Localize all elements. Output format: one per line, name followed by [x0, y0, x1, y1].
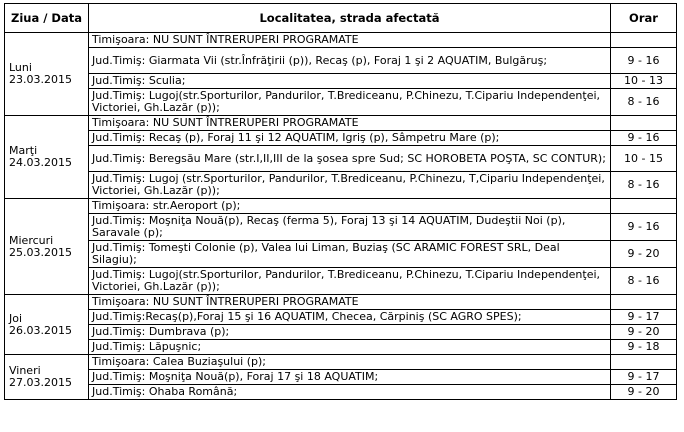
table-row: [5, 295, 677, 310]
time-cell: [611, 295, 677, 310]
table-row: [5, 146, 677, 172]
outage-schedule-table: [4, 3, 677, 400]
day-cell: [5, 355, 89, 400]
day-date: 26.03.2015: [9, 323, 72, 337]
day-name: Miercuri: [9, 233, 54, 247]
location-cell: Jud.Timiş: Moşniţa Nouă(p), Recaş (ferma 5), Foraj 13 şi 14 AQUATIM, Dudeştii Noi (p), Saravale (p);: [89, 214, 611, 241]
table-row: [5, 89, 677, 116]
day-name: Joi: [9, 311, 23, 325]
header-location: Localitatea, strada afectată: [89, 4, 611, 33]
day-group-wednesday: [5, 199, 677, 295]
day-name: Marţi: [9, 144, 38, 157]
time-cell: 10 - 15: [611, 146, 677, 172]
day-group-thursday: [5, 295, 677, 355]
header-row: [5, 4, 677, 33]
day-cell: [5, 295, 89, 355]
time-cell: 9 - 20: [611, 325, 677, 340]
table-row: [5, 214, 677, 241]
time-cell: [611, 199, 677, 214]
location-cell: Timişoara: Calea Buziaşului (p);: [89, 355, 611, 370]
day-cell: [5, 116, 89, 199]
table-row: [5, 199, 677, 214]
table-row: [5, 325, 677, 340]
time-cell: [611, 355, 677, 370]
time-cell: 9 - 17: [611, 370, 677, 385]
day-name: Luni: [9, 61, 32, 74]
day-name: Vineri: [9, 364, 41, 377]
table-row: [5, 241, 677, 268]
table-row: [5, 268, 677, 295]
day-group-friday: [5, 355, 677, 400]
location-cell: Timişoara: NU SUNT ÎNTRERUPERI PROGRAMATE: [89, 116, 611, 131]
time-cell: 9 - 16: [611, 48, 677, 74]
time-cell: 9 - 18: [611, 340, 677, 355]
location-cell: Jud.Timiş: Moşniţa Nouă(p), Foraj 17 şi 18 AQUATIM;: [89, 370, 611, 385]
table-row: [5, 370, 677, 385]
header-day: Ziua / Data: [5, 4, 89, 33]
table-row: [5, 48, 677, 74]
location-cell: Timişoara: str.Aeroport (p);: [89, 199, 611, 214]
location-cell: Jud.Timiş: Lugoj (str.Sporturilor, Pandurilor, T.Brediceanu, P.Chinezu, T,Cipariu Independenţei, Victoriei, Gh.Lazăr (p));: [89, 172, 611, 199]
time-cell: 8 - 16: [611, 89, 677, 116]
location-cell: Jud.Timiş: Giarmata Vii (str.Înfrăţirii (p)), Recaş (p), Foraj 1 şi 2 AQUATIM, Bulgăruş;: [89, 48, 611, 74]
location-cell: Jud.Timiş: Beregsău Mare (str.I,II,III de la şosea spre Sud; SC HOROBETA POŞTA, SC CONTUR);: [89, 146, 611, 172]
location-cell: Jud.Timiş: Dumbrava (p);: [89, 325, 611, 340]
day-date: 25.03.2015: [9, 245, 72, 259]
day-group-tuesday: [5, 116, 677, 199]
time-cell: 9 - 16: [611, 214, 677, 241]
table-row: [5, 172, 677, 199]
day-cell: [5, 199, 89, 295]
time-cell: [611, 33, 677, 48]
time-cell: 9 - 16: [611, 131, 677, 146]
location-cell: Jud.Timiş: Lăpuşnic;: [89, 340, 611, 355]
time-cell: 9 - 17: [611, 310, 677, 325]
table-row: [5, 116, 677, 131]
table-row: [5, 385, 677, 400]
table-row: [5, 355, 677, 370]
location-cell: Jud.Timiş: Ohaba Română;: [89, 385, 611, 400]
location-cell: Jud.Timiş: Recaş (p), Foraj 11 şi 12 AQUATIM, Igriş (p), Sâmpetru Mare (p);: [89, 131, 611, 146]
time-cell: 10 - 13: [611, 74, 677, 89]
table-row: [5, 33, 677, 48]
table-row: [5, 310, 677, 325]
location-cell: Timişoara: NU SUNT ÎNTRERUPERI PROGRAMATE: [89, 295, 611, 310]
header-time: Orar: [611, 4, 677, 33]
day-cell: [5, 33, 89, 116]
day-date: 27.03.2015: [9, 376, 72, 389]
day-group-monday: [5, 33, 677, 116]
time-cell: 8 - 16: [611, 172, 677, 199]
table-row: [5, 74, 677, 89]
location-cell: Jud.Timiş: Tomeşti Colonie (p), Valea lui Liman, Buziaş (SC ARAMIC FOREST SRL, Deal Silagiu);: [89, 241, 611, 268]
time-cell: [611, 116, 677, 131]
time-cell: 8 - 16: [611, 268, 677, 295]
table-row: [5, 131, 677, 146]
location-cell: Jud.Timiş: Lugoj(str.Sporturilor, Pandurilor, T.Brediceanu, P.Chinezu, T.Cipariu Independenţei, Victoriei, Gh.Lazăr (p));: [89, 89, 611, 116]
day-date: 23.03.2015: [9, 73, 72, 86]
location-cell: Jud.Timiş:Recaş(p),Foraj 15 şi 16 AQUATIM, Checea, Cărpiniş (SC AGRO SPES);: [89, 310, 611, 325]
day-date: 24.03.2015: [9, 156, 72, 169]
location-cell: Jud.Timiş: Lugoj(str.Sporturilor, Pandurilor, T.Brediceanu, P.Chinezu, T.Cipariu Independenţei, Victoriei, Gh.Lazăr (p));: [89, 268, 611, 295]
location-cell: Jud.Timiş: Sculia;: [89, 74, 611, 89]
location-cell: Timişoara: NU SUNT ÎNTRERUPERI PROGRAMATE: [89, 33, 611, 48]
time-cell: 9 - 20: [611, 385, 677, 400]
time-cell: 9 - 20: [611, 241, 677, 268]
table-row: [5, 340, 677, 355]
